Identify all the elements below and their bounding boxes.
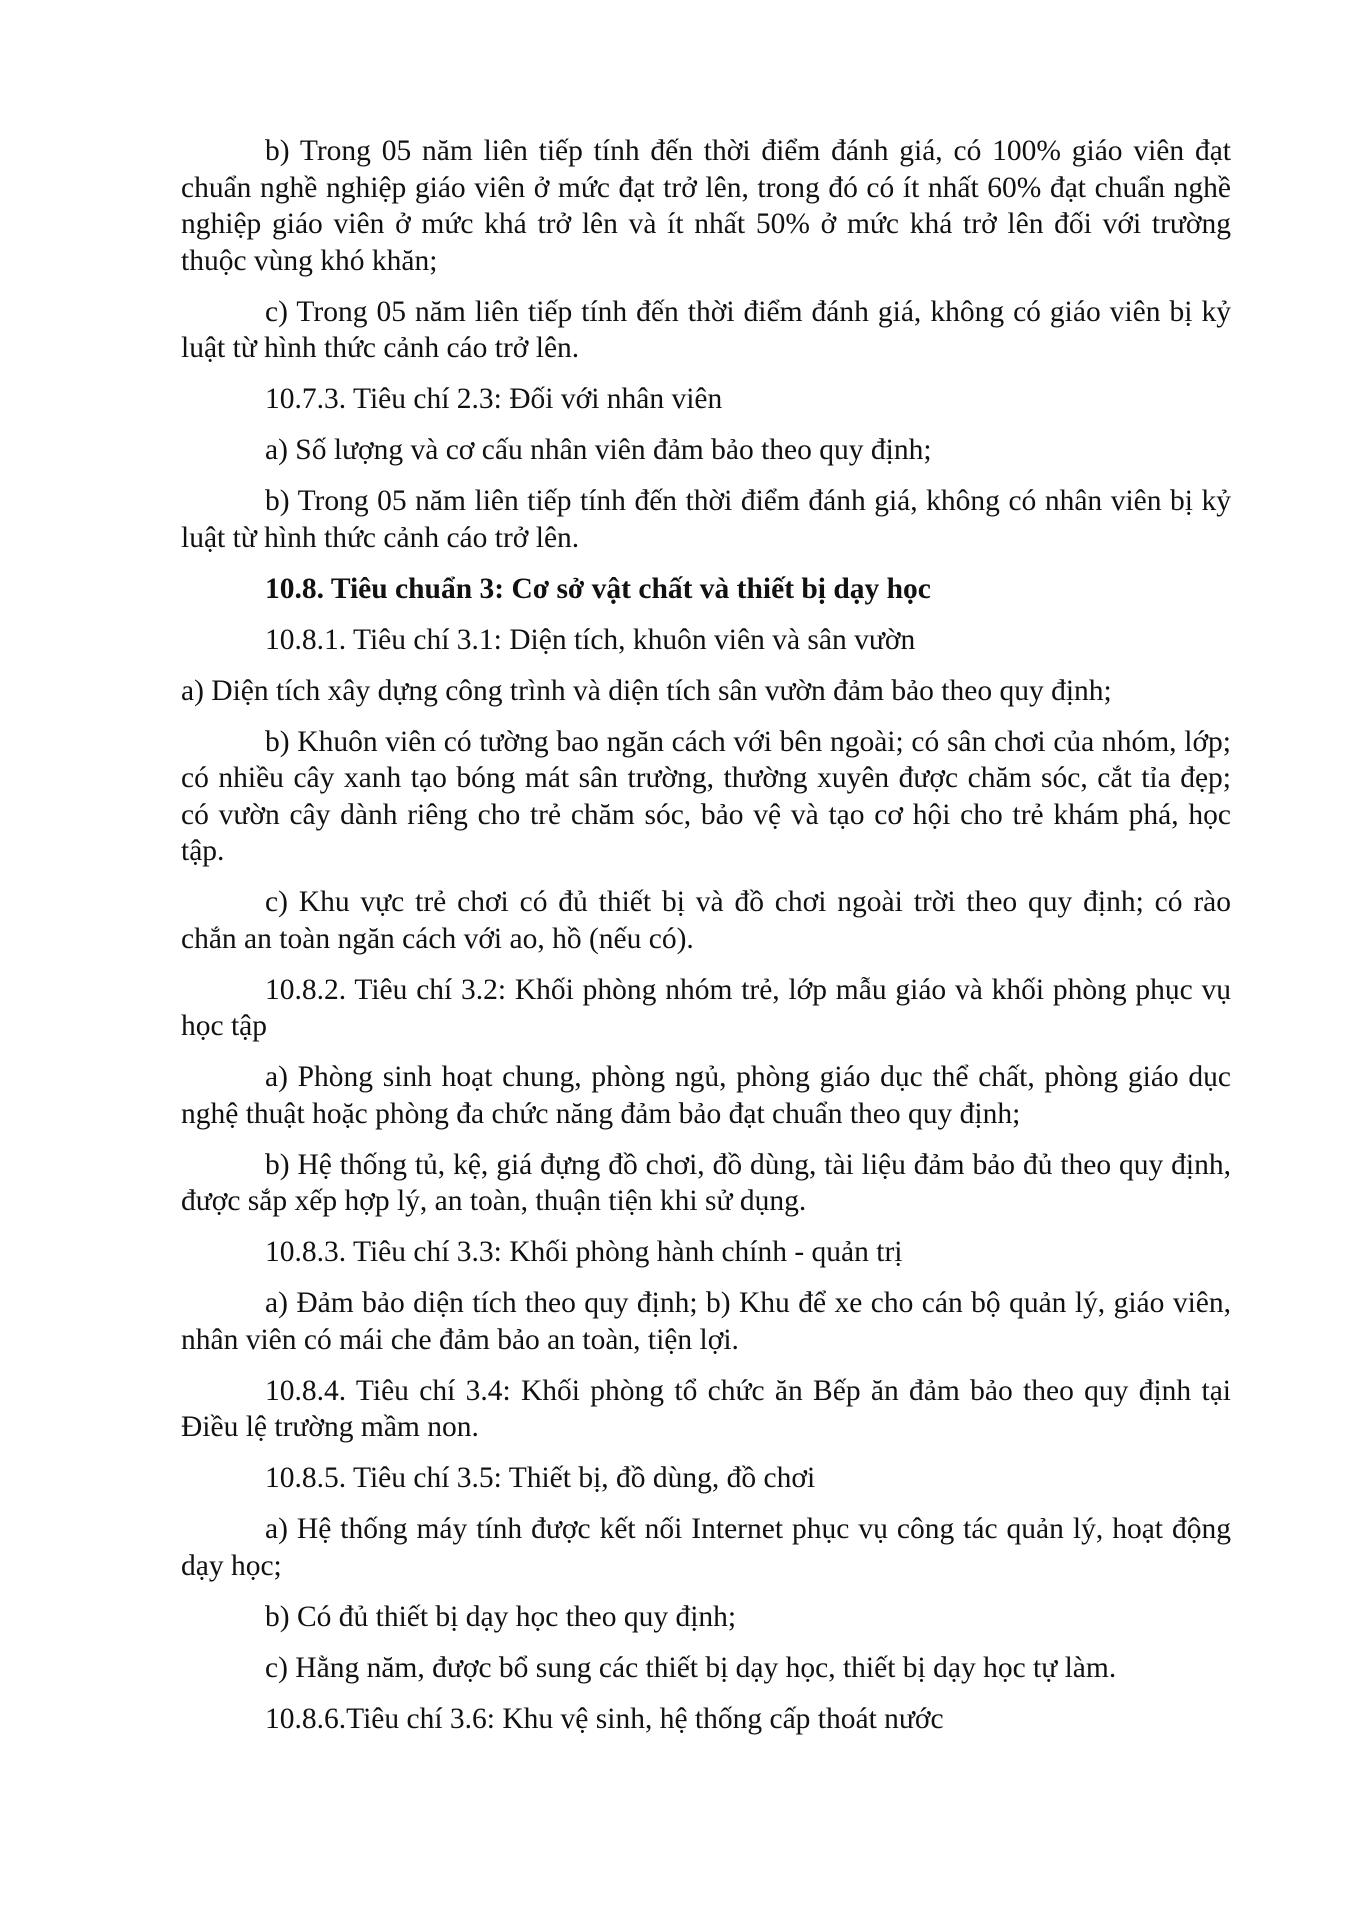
criterion-3-5-heading: 10.8.5. Tiêu chí 3.5: Thiết bị, đồ dùng, đồ chơi (265, 1462, 816, 1494)
criterion-3-3-heading: 10.8.3. Tiêu chí 3.3: Khối phòng hành chính - quản trị (265, 1236, 903, 1268)
paragraph-c-annual-supplement: c) Hằng năm, được bổ sung các thiết bị dạy học, thiết bị dạy học tự làm. (265, 1651, 1117, 1684)
criterion-3-6-heading: 10.8.6.Tiêu chí 3.6: Khu vệ sinh, hệ thống cấp thoát nước (265, 1702, 944, 1735)
paragraph-b-teacher-standard: b) Trong 05 năm liên tiếp tính đến thời điểm đánh giá, có 100% giáo viên đạt chuẩn nghề nghiệp giáo viên ở mức đạt trở lên, trong đó có ít nhất 60% đạt chuẩn nghề nghiệp giáo viên ở mức khá trở lên và ít nhất 50% ở mức khá trở lên đối với trường thuộc vùng khó khăn; (181, 135, 1231, 277)
paragraph-a-rooms: a) Phòng sinh hoạt chung, phòng ngủ, phòng giáo dục thể chất, phòng giáo dục nghệ thuật hoặc phòng đa chức năng đảm bảo đạt chuẩn theo quy định; (181, 1061, 1231, 1130)
paragraph-c-play-area: c) Khu vực trẻ chơi có đủ thiết bị và đồ chơi ngoài trời theo quy định; có rào chắn an toàn ngăn cách với ao, hồ (nếu có). (181, 886, 1231, 955)
paragraph-b-cabinets: b) Hệ thống tủ, kệ, giá đựng đồ chơi, đồ dùng, tài liệu đảm bảo đủ theo quy định, được sắp xếp hợp lý, an toàn, thuận tiện khi sử dụng. (181, 1148, 1231, 1217)
paragraph-b-campus: b) Khuôn viên có tường bao ngăn cách với bên ngoài; có sân chơi của nhóm, lớp; có nhiều cây xanh tạo bóng mát sân trường, thường xuyên được chăm sóc, cắt tỉa đẹp; có vườn cây dành riêng cho trẻ chăm sóc, bảo vệ và tạo cơ hội cho trẻ khám phá, học tập. (181, 725, 1231, 867)
criterion-2-3-heading: 10.7.3. Tiêu chí 2.3: Đối với nhân viên (265, 383, 723, 415)
paragraph-c-teacher-discipline: c) Trong 05 năm liên tiếp tính đến thời điểm đánh giá, không có giáo viên bị kỷ luật từ hình thức cảnh cáo trở lên. (181, 295, 1231, 364)
standard-3-heading: 10.8. Tiêu chuẩn 3: Cơ sở vật chất và thiết bị dạy học (265, 572, 931, 605)
paragraph-a-admin-area: a) Đảm bảo diện tích theo quy định; b) Khu để xe cho cán bộ quản lý, giáo viên, nhân viên có mái che đảm bảo an toàn, tiện lợi. (181, 1287, 1231, 1356)
paragraph-b-staff-discipline: b) Trong 05 năm liên tiếp tính đến thời điểm đánh giá, không có nhân viên bị kỷ luật từ hình thức cảnh cáo trở lên. (181, 485, 1231, 554)
paragraph-b-equipment: b) Có đủ thiết bị dạy học theo quy định; (265, 1600, 737, 1633)
criterion-3-1-heading: 10.8.1. Tiêu chí 3.1: Diện tích, khuôn viên và sân vườn (265, 623, 916, 656)
paragraph-a-staff-quantity: a) Số lượng và cơ cấu nhân viên đảm bảo theo quy định; (265, 434, 932, 466)
document-body (181, 133, 1231, 1752)
criterion-3-2-heading: 10.8.2. Tiêu chí 3.2: Khối phòng nhóm trẻ, lớp mẫu giáo và khối phòng phục vụ học tập (181, 973, 1231, 1042)
paragraph-a-area: a) Diện tích xây dựng công trình và diện tích sân vườn đảm bảo theo quy định; (181, 674, 1112, 707)
criterion-3-4-heading: 10.8.4. Tiêu chí 3.4: Khối phòng tổ chức ăn Bếp ăn đảm bảo theo quy định tại Điều lệ trường mầm non. (181, 1374, 1231, 1443)
paragraph-a-computers: a) Hệ thống máy tính được kết nối Internet phục vụ công tác quản lý, hoạt động dạy học; (181, 1513, 1231, 1582)
